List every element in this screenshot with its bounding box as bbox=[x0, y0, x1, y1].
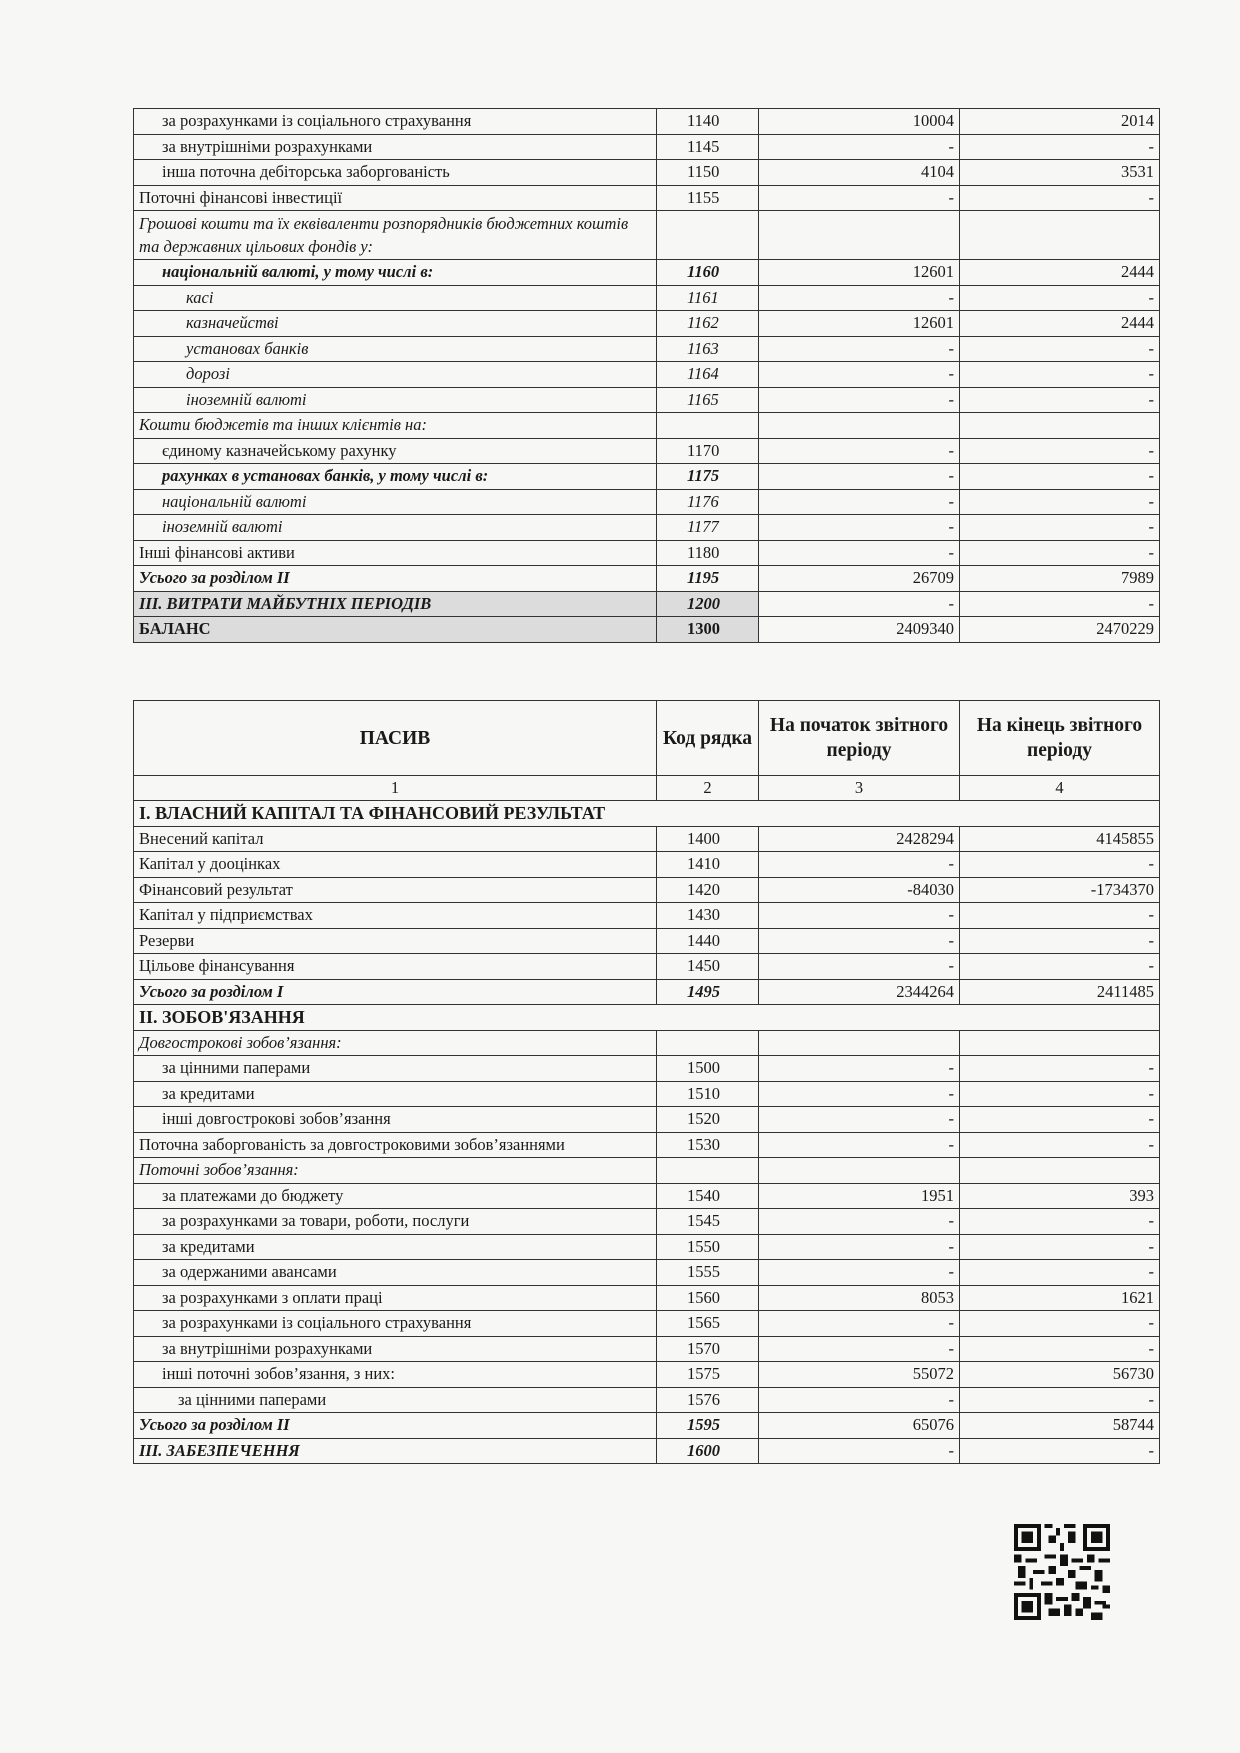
table-row bbox=[134, 134, 1160, 160]
table-row bbox=[134, 903, 1160, 929]
row-label: за розрахунками за товари, роботи, послуги bbox=[134, 1209, 657, 1235]
value-start bbox=[759, 211, 960, 260]
value-end: 56730 bbox=[960, 1362, 1160, 1388]
row-label: Інші фінансові активи bbox=[134, 540, 657, 566]
row-code: 1300 bbox=[657, 617, 759, 643]
value-start: - bbox=[759, 1387, 960, 1413]
row-code: 1163 bbox=[657, 336, 759, 362]
value-start: - bbox=[759, 1234, 960, 1260]
row-code: 1195 bbox=[657, 566, 759, 592]
row-code: 1180 bbox=[657, 540, 759, 566]
table-row bbox=[134, 387, 1160, 413]
row-label: рахунках в установах банків, у тому числі в: bbox=[134, 464, 657, 490]
row-label: БАЛАНС bbox=[134, 617, 657, 643]
value-end: 2411485 bbox=[960, 979, 1160, 1005]
value-end: 58744 bbox=[960, 1413, 1160, 1439]
row-label: установах банків bbox=[134, 336, 657, 362]
row-code: 1420 bbox=[657, 877, 759, 903]
value-start: 26709 bbox=[759, 566, 960, 592]
value-start: 12601 bbox=[759, 311, 960, 337]
row-label: за цінними паперами bbox=[134, 1056, 657, 1082]
table-row bbox=[134, 185, 1160, 211]
row-label: за одержаними авансами bbox=[134, 1260, 657, 1286]
column-number-row bbox=[134, 776, 1160, 801]
table-row bbox=[134, 591, 1160, 617]
row-code bbox=[657, 1158, 759, 1184]
table-row bbox=[134, 211, 1160, 260]
row-code: 1600 bbox=[657, 1438, 759, 1464]
table-row bbox=[134, 1132, 1160, 1158]
value-end: - bbox=[960, 438, 1160, 464]
value-start: - bbox=[759, 1336, 960, 1362]
row-label: Усього за розділом I bbox=[134, 979, 657, 1005]
value-start: - bbox=[759, 1081, 960, 1107]
value-end: - bbox=[960, 285, 1160, 311]
value-start: - bbox=[759, 464, 960, 490]
row-label: іноземній валюті bbox=[134, 515, 657, 541]
value-end: - bbox=[960, 387, 1160, 413]
value-end: - bbox=[960, 1311, 1160, 1337]
value-start: 10004 bbox=[759, 109, 960, 135]
column-number: 2 bbox=[657, 776, 759, 801]
value-start: - bbox=[759, 903, 960, 929]
assets-table bbox=[133, 108, 1160, 643]
value-end: 2470229 bbox=[960, 617, 1160, 643]
row-code: 1550 bbox=[657, 1234, 759, 1260]
row-code: 1140 bbox=[657, 109, 759, 135]
liabilities-table bbox=[133, 700, 1160, 1464]
value-end: 2014 bbox=[960, 109, 1160, 135]
table-row bbox=[134, 336, 1160, 362]
row-code: 1430 bbox=[657, 903, 759, 929]
value-end: - bbox=[960, 336, 1160, 362]
value-end bbox=[960, 413, 1160, 439]
value-end: - bbox=[960, 591, 1160, 617]
value-start: - bbox=[759, 928, 960, 954]
row-code: 1510 bbox=[657, 1081, 759, 1107]
row-code bbox=[657, 1030, 759, 1056]
row-label: за платежами до бюджету bbox=[134, 1183, 657, 1209]
row-label: Усього за розділом II bbox=[134, 1413, 657, 1439]
value-start: -84030 bbox=[759, 877, 960, 903]
value-start: 1951 bbox=[759, 1183, 960, 1209]
row-code: 1565 bbox=[657, 1311, 759, 1337]
column-number: 4 bbox=[960, 776, 1160, 801]
row-code: 1161 bbox=[657, 285, 759, 311]
row-label: Поточні зобов’язання: bbox=[134, 1158, 657, 1184]
row-label: Усього за розділом II bbox=[134, 566, 657, 592]
value-start: - bbox=[759, 336, 960, 362]
header-liabilities: ПАСИВ bbox=[134, 701, 657, 776]
row-label: за розрахунками з оплати праці bbox=[134, 1285, 657, 1311]
table-row bbox=[134, 311, 1160, 337]
value-start: - bbox=[759, 438, 960, 464]
value-start bbox=[759, 1030, 960, 1056]
row-label: інші довгострокові зобов’язання bbox=[134, 1107, 657, 1133]
value-end: - bbox=[960, 1107, 1160, 1133]
value-end: - bbox=[960, 1438, 1160, 1464]
value-start: - bbox=[759, 285, 960, 311]
value-end: - bbox=[960, 954, 1160, 980]
qr-code-icon bbox=[1014, 1524, 1110, 1620]
table-row bbox=[134, 413, 1160, 439]
row-code: 1495 bbox=[657, 979, 759, 1005]
table-row bbox=[134, 438, 1160, 464]
table-row bbox=[134, 285, 1160, 311]
row-label: III. ЗАБЕЗПЕЧЕННЯ bbox=[134, 1438, 657, 1464]
table-row bbox=[134, 1030, 1160, 1056]
table-row bbox=[134, 1005, 1160, 1031]
value-end: - bbox=[960, 1234, 1160, 1260]
row-label: іноземній валюті bbox=[134, 387, 657, 413]
value-start: - bbox=[759, 1260, 960, 1286]
value-start: 8053 bbox=[759, 1285, 960, 1311]
row-label: за внутрішніми розрахунками bbox=[134, 1336, 657, 1362]
row-code: 1500 bbox=[657, 1056, 759, 1082]
row-label: за кредитами bbox=[134, 1234, 657, 1260]
row-label: Внесений капітал bbox=[134, 826, 657, 852]
table-row bbox=[134, 540, 1160, 566]
row-code: 1400 bbox=[657, 826, 759, 852]
row-label: Капітал у дооцінках bbox=[134, 852, 657, 878]
table-row bbox=[134, 1158, 1160, 1184]
column-number: 1 bbox=[134, 776, 657, 801]
row-code bbox=[657, 211, 759, 260]
value-end: - bbox=[960, 185, 1160, 211]
table-row bbox=[134, 489, 1160, 515]
value-end: - bbox=[960, 903, 1160, 929]
row-label: Довгострокові зобов’язання: bbox=[134, 1030, 657, 1056]
value-end: - bbox=[960, 362, 1160, 388]
value-start: - bbox=[759, 1056, 960, 1082]
row-code: 1560 bbox=[657, 1285, 759, 1311]
table-row bbox=[134, 1183, 1160, 1209]
value-end: - bbox=[960, 1336, 1160, 1362]
table-row bbox=[134, 1081, 1160, 1107]
table-row bbox=[134, 852, 1160, 878]
row-label: Грошові кошти та їх еквіваленти розпорядників бюджетних коштів та державних цільових фондів у: bbox=[134, 211, 657, 260]
table-row bbox=[134, 1387, 1160, 1413]
value-start: - bbox=[759, 540, 960, 566]
table-row bbox=[134, 362, 1160, 388]
value-end: 2444 bbox=[960, 260, 1160, 286]
row-label: III. ВИТРАТИ МАЙБУТНІХ ПЕРІОДІВ bbox=[134, 591, 657, 617]
table-row bbox=[134, 1107, 1160, 1133]
row-code: 1165 bbox=[657, 387, 759, 413]
row-code: 1175 bbox=[657, 464, 759, 490]
row-label: Цільове фінансування bbox=[134, 954, 657, 980]
row-label: інші поточні зобов’язання, з них: bbox=[134, 1362, 657, 1388]
table-row bbox=[134, 617, 1160, 643]
row-code: 1170 bbox=[657, 438, 759, 464]
value-end: 2444 bbox=[960, 311, 1160, 337]
table-row bbox=[134, 1260, 1160, 1286]
table-row bbox=[134, 1311, 1160, 1337]
table-row bbox=[134, 1413, 1160, 1439]
table-row bbox=[134, 566, 1160, 592]
row-label: за розрахунками із соціального страхування bbox=[134, 1311, 657, 1337]
row-label: інша поточна дебіторська заборгованість bbox=[134, 160, 657, 186]
row-code: 1540 bbox=[657, 1183, 759, 1209]
table-row bbox=[134, 826, 1160, 852]
row-code: 1450 bbox=[657, 954, 759, 980]
row-code: 1145 bbox=[657, 134, 759, 160]
table-row bbox=[134, 109, 1160, 135]
row-label: казначействі bbox=[134, 311, 657, 337]
value-end bbox=[960, 1158, 1160, 1184]
row-label: єдиному казначейському рахунку bbox=[134, 438, 657, 464]
value-start: - bbox=[759, 1209, 960, 1235]
row-label: Поточна заборгованість за довгостроковими зобов’язаннями bbox=[134, 1132, 657, 1158]
table-row bbox=[134, 1362, 1160, 1388]
row-label: Капітал у підприємствах bbox=[134, 903, 657, 929]
value-start: - bbox=[759, 185, 960, 211]
row-code: 1545 bbox=[657, 1209, 759, 1235]
value-end: 7989 bbox=[960, 566, 1160, 592]
row-code: 1164 bbox=[657, 362, 759, 388]
value-start: - bbox=[759, 1132, 960, 1158]
column-number: 3 bbox=[759, 776, 960, 801]
row-code: 1155 bbox=[657, 185, 759, 211]
row-code: 1410 bbox=[657, 852, 759, 878]
value-end: - bbox=[960, 1081, 1160, 1107]
row-label: національній валюті bbox=[134, 489, 657, 515]
table-row bbox=[134, 464, 1160, 490]
row-label: Кошти бюджетів та інших клієнтів на: bbox=[134, 413, 657, 439]
value-start: - bbox=[759, 1438, 960, 1464]
row-label: II. ЗОБОВ'ЯЗАННЯ bbox=[134, 1005, 1160, 1031]
table-header-row bbox=[134, 701, 1160, 776]
value-start: - bbox=[759, 515, 960, 541]
value-end: - bbox=[960, 852, 1160, 878]
row-label: І. ВЛАСНИЙ КАПІТАЛ ТА ФІНАНСОВИЙ РЕЗУЛЬТАТ bbox=[134, 801, 1160, 827]
value-end bbox=[960, 1030, 1160, 1056]
value-end: - bbox=[960, 1260, 1160, 1286]
table-row bbox=[134, 928, 1160, 954]
value-start: - bbox=[759, 1311, 960, 1337]
value-end bbox=[960, 211, 1160, 260]
value-start: - bbox=[759, 591, 960, 617]
table-row bbox=[134, 160, 1160, 186]
table-row bbox=[134, 979, 1160, 1005]
value-end: - bbox=[960, 928, 1160, 954]
header-code: Код рядка bbox=[657, 701, 759, 776]
row-code bbox=[657, 413, 759, 439]
value-end: - bbox=[960, 540, 1160, 566]
row-label: Резерви bbox=[134, 928, 657, 954]
row-code: 1520 bbox=[657, 1107, 759, 1133]
value-start: 12601 bbox=[759, 260, 960, 286]
row-label: за цінними паперами bbox=[134, 1387, 657, 1413]
value-end: 3531 bbox=[960, 160, 1160, 186]
value-start: 55072 bbox=[759, 1362, 960, 1388]
row-code: 1530 bbox=[657, 1132, 759, 1158]
row-label: дорозі bbox=[134, 362, 657, 388]
value-start: - bbox=[759, 362, 960, 388]
value-end: - bbox=[960, 1209, 1160, 1235]
table-row bbox=[134, 954, 1160, 980]
table-row bbox=[134, 1234, 1160, 1260]
value-end: - bbox=[960, 134, 1160, 160]
row-code: 1200 bbox=[657, 591, 759, 617]
row-code: 1576 bbox=[657, 1387, 759, 1413]
row-code: 1440 bbox=[657, 928, 759, 954]
header-end-period: На кінець звітного періоду bbox=[960, 701, 1160, 776]
value-end: 393 bbox=[960, 1183, 1160, 1209]
value-end: - bbox=[960, 515, 1160, 541]
row-label: за внутрішніми розрахунками bbox=[134, 134, 657, 160]
table-row bbox=[134, 801, 1160, 827]
value-start: 2344264 bbox=[759, 979, 960, 1005]
value-start: 65076 bbox=[759, 1413, 960, 1439]
value-end: - bbox=[960, 464, 1160, 490]
value-start: 4104 bbox=[759, 160, 960, 186]
value-start: - bbox=[759, 954, 960, 980]
value-start: - bbox=[759, 489, 960, 515]
value-start: - bbox=[759, 387, 960, 413]
table-row bbox=[134, 1056, 1160, 1082]
header-start-period: На початок звітного періоду bbox=[759, 701, 960, 776]
row-code: 1595 bbox=[657, 1413, 759, 1439]
row-label: Фінансовий результат bbox=[134, 877, 657, 903]
value-start: - bbox=[759, 852, 960, 878]
value-start: - bbox=[759, 134, 960, 160]
value-start bbox=[759, 413, 960, 439]
value-end: - bbox=[960, 1056, 1160, 1082]
row-label: Поточні фінансові інвестиції bbox=[134, 185, 657, 211]
row-code: 1570 bbox=[657, 1336, 759, 1362]
row-label: національній валюті, у тому числі в: bbox=[134, 260, 657, 286]
value-end: -1734370 bbox=[960, 877, 1160, 903]
table-row bbox=[134, 1285, 1160, 1311]
table-row bbox=[134, 877, 1160, 903]
row-label: касі bbox=[134, 285, 657, 311]
row-code: 1162 bbox=[657, 311, 759, 337]
value-end: 1621 bbox=[960, 1285, 1160, 1311]
table-row bbox=[134, 1209, 1160, 1235]
value-start: 2428294 bbox=[759, 826, 960, 852]
table-row bbox=[134, 1438, 1160, 1464]
table-row bbox=[134, 1336, 1160, 1362]
value-end: - bbox=[960, 1387, 1160, 1413]
row-code: 1176 bbox=[657, 489, 759, 515]
row-code: 1177 bbox=[657, 515, 759, 541]
value-start: - bbox=[759, 1107, 960, 1133]
row-label: за розрахунками із соціального страхування bbox=[134, 109, 657, 135]
row-code: 1555 bbox=[657, 1260, 759, 1286]
row-label: за кредитами bbox=[134, 1081, 657, 1107]
value-end: - bbox=[960, 1132, 1160, 1158]
row-code: 1160 bbox=[657, 260, 759, 286]
row-code: 1150 bbox=[657, 160, 759, 186]
value-end: - bbox=[960, 489, 1160, 515]
table-row bbox=[134, 260, 1160, 286]
table-row bbox=[134, 515, 1160, 541]
row-code: 1575 bbox=[657, 1362, 759, 1388]
value-start: 2409340 bbox=[759, 617, 960, 643]
value-end: 4145855 bbox=[960, 826, 1160, 852]
value-start bbox=[759, 1158, 960, 1184]
